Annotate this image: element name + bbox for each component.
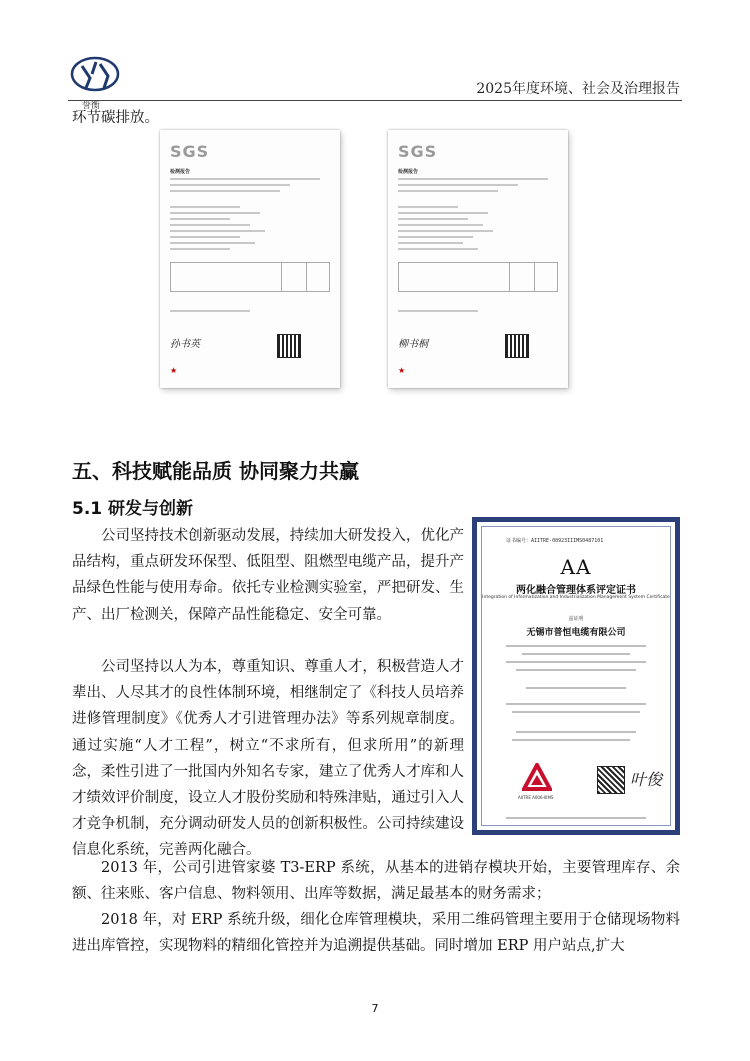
paragraph-talent: 公司坚持以人为本，尊重知识、尊重人才，积极营造人才辈出、人尽其才的良性体制环境，相继制定了《科技人员培养进修管理制度》《优秀人才引进管理办法》等系列规章制度。通过实施“人才工程”，树立“不求所有，但求所用”的新理念，柔性引进了一批国内外知名专家，建立了优秀人才库和人才绩效评价制度，设立人才股份奖励和特殊津贴，通过引入人才竞争机制，充分调动研发人员的创新积极性。公司持续建设信息化系统，完善两化融合。 (72, 659, 464, 859)
certificate-grade: AA (560, 555, 592, 579)
certification-seal-icon (522, 763, 552, 793)
certificate-subtitle: Integration of Informatization and Industrialization Management System Certificate (482, 595, 670, 600)
paragraph-erp-2013: 2013 年，公司引进管家婆 T3-ERP 系统，从基本的进销存模块开始，主要管理库存、余额、往来账、客户信息、物料领用、出库等数据，满足最基本的财务需求； (72, 860, 680, 903)
signature: 柳书桐 (398, 339, 428, 350)
star-icon: ★ (170, 366, 178, 375)
report-title: 检测报告 (398, 169, 419, 175)
report-header-title: 2025年度环境、社会及治理报告 (476, 81, 680, 97)
star-icon: ★ (398, 366, 406, 375)
qr-code (278, 335, 300, 357)
company-logo (70, 52, 120, 96)
continued-text: 环节碳排放。 (72, 110, 159, 126)
sgs-logo: SGS (170, 142, 210, 161)
header-divider (68, 100, 682, 101)
section-heading: 五、科技赋能品质 协同聚力共赢 (72, 459, 359, 483)
report-title: 检测报告 (170, 169, 191, 175)
qr-code (598, 767, 624, 793)
certificate-label: 兹证明 (568, 616, 584, 622)
certificate-company: 无锡市普恒电缆有限公司 (526, 628, 626, 638)
signature: 叶俊 (630, 770, 663, 789)
certificate-title: 两化融合管理体系评定证书 (516, 585, 636, 596)
qr-code (506, 335, 528, 357)
page-number: 7 (371, 1002, 379, 1015)
paragraph-rnd: 公司坚持技术创新驱动发展，持续加大研发投入，优化产品结构，重点研发环保型、低阻型、阻燃型电缆产品，提升产品绿色性能与使用寿命。依托专业检测实验室，严把研发、生产、出厂检测关，保障产品性能稳定、安全可靠。 (72, 528, 464, 623)
seal-code: AIITRE A006-IIIMS (518, 795, 554, 800)
logo-caption: 誉衡 (82, 101, 101, 111)
sgs-test-report-2 (388, 130, 568, 388)
two-integration-certificate (472, 517, 680, 835)
sgs-logo: SGS (398, 142, 438, 161)
paragraph-erp-2018: 2018 年，对 ERP 系统升级，细化仓库管理模块，采用二维码管理主要用于仓储现场物料进出库管控，实现物料的精细化管控并为追溯提供基础。同时增加 ERP 用户站点,扩大 (72, 912, 680, 955)
certificate-number: 证书编号：AIITRE-00923IIIMS0487101 (506, 538, 604, 544)
subsection-heading: 5.1 研发与创新 (72, 499, 194, 519)
sgs-test-report-1 (160, 130, 340, 388)
signature: 孙书英 (170, 339, 200, 350)
